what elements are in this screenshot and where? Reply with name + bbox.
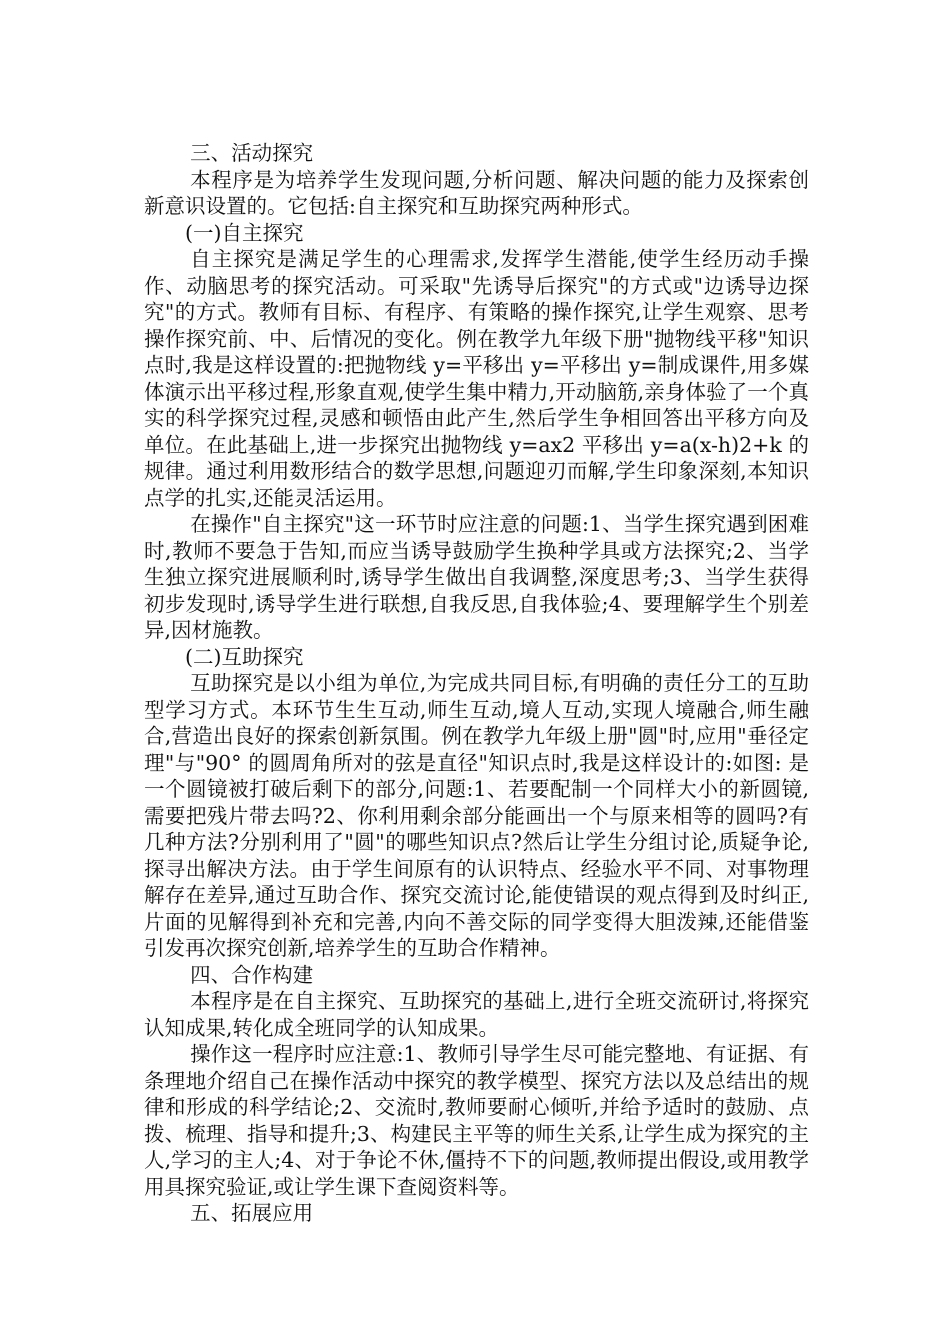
- subheading-self-inquiry: (一)自主探究: [185, 220, 304, 245]
- paragraph-construction-notes: 操作这一程序时应注意:1、教师引导学生尽可能完整地、有证据、有条理地介绍自己在操作活动中探究的教学模型、探究方法以及总结出的规律和形成的科学结论;2、交流时,教师要耐心倾听,并给予适时的鼓励、点拨、梳理、指导和提升;3、构建民主平等的师生关系,让学生成为探究的主人,学习的主人;4、对于争论不休,僵持不下的问题,教师提出假设,或用教学用具探究验证,或让学生课下查阅资料等。: [144, 1042, 809, 1199]
- subheading-mutual-inquiry: (二)互助探究: [185, 644, 304, 669]
- paragraph-mutual-inquiry: 互助探究是以小组为单位,为完成共同目标,有明确的责任分工的互助型学习方式。本环节生生互动,师生互动,境人互动,实现人境融合,师生融合,营造出良好的探索创新氛围。例在教学九年级上册"圆"时,应用"垂径定理"与"90° 的圆周角所对的弦是直径"知识点时,我是这样设计的:如图: 是一个圆镜被打破后剩下的部分,问题:1、若要配制一个同样大小的新圆镜,需要把残片带去吗?2、你利用剩余部分能画出一个与原来相等的圆吗?有几种方法?分别利用了"圆"的哪些知识点?然后让学生分组讨论,质疑争论,探寻出解决方法。由于学生间原有的认识特点、经验水平不同、对事物理解存在差异,通过互助合作、探究交流讨论,能使错误的观点得到及时纠正,片面的见解得到补充和完善,内向不善交际的同学变得大胆泼辣,还能借鉴引发再次探究创新,培养学生的互助合作精神。: [144, 671, 809, 960]
- section-heading-cooperative-construction: 四、合作构建: [190, 962, 314, 987]
- section-heading-activity-inquiry: 三、活动探究: [190, 141, 314, 165]
- section-heading-extended-application: 五、拓展应用: [190, 1201, 314, 1225]
- paragraph-construction-intro: 本程序是在自主探究、互助探究的基础上,进行全班交流研讨,将探究认知成果,转化成全班同学的认知成果。: [144, 989, 809, 1040]
- paragraph-self-inquiry-notes: 在操作"自主探究"这一环节时应注意的问题:1、当学生探究遇到困难时,教师不要急于告知,而应当诱导鼓励学生换种学具或方法探究;2、当学生独立探究进展顺利时,诱导学生做出自我调整,深度思考;3、当学生获得初步发现时,诱导学生进行联想,自我反思,自我体验;4、要理解学生个别差异,因材施教。: [144, 512, 809, 642]
- paragraph-program-intro: 本程序是为培养学生发现问题,分析问题、解决问题的能力及探索创新意识设置的。它包括:自主探究和互助探究两种形式。: [144, 167, 809, 218]
- document-page: [144, 140, 809, 1227]
- paragraph-self-inquiry: 自主探究是满足学生的心理需求,发挥学生潜能,使学生经历动手操作、动脑思考的探究活动。可采取"先诱导后探究"的方式或"边诱导边探究"的方式。教师有目标、有程序、有策略的操作探究,让学生观察、思考操作探究前、中、后情况的变化。例在教学九年级下册"抛物线平移"知识点时,我是这样设置的:把抛物线 y=平移出 y=平移出 y=制成课件,用多媒体演示出平移过程,形象直观,使学生集中精力,开动脑筋,亲身体验了一个真实的科学探究过程,灵感和顿悟由此产生,然后学生争相回答出平移方向及单位。在此基础上,进一步探究出抛物线 y=ax2 平移出 y=a(x-h)2+k 的规律。通过利用数形结合的数学思想,问题迎刃而解,学生印象深刻,本知识点学的扎实,还能灵活运用。: [144, 247, 809, 510]
